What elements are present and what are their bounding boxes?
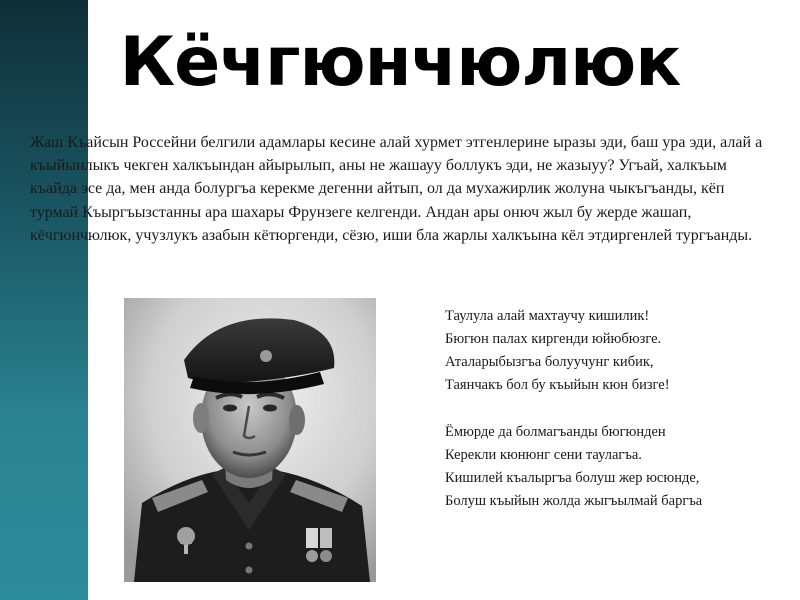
poem — [445, 305, 795, 537]
poem-line: Болуш къыйын жолда жыгъылмай баргъа — [445, 493, 703, 509]
poem-line: Таулула алай махтаучу кишилик! — [445, 308, 650, 324]
portrait-illustration — [124, 298, 376, 582]
poem-line: Ёмюрде да болмагъанды бюгюнден — [445, 424, 666, 440]
poem-stanza-1 — [445, 305, 795, 397]
portrait-photo — [124, 298, 376, 582]
poem-stanza-2 — [445, 421, 795, 513]
poem-line: Кишилей къалыргъа болуш жер юсюнде, — [445, 470, 700, 486]
poem-line: Бюгюн палах киргенди юйюбюзге. — [445, 331, 662, 347]
poem-line: Аталарыбызгъа болуучунг кибик, — [445, 354, 654, 370]
poem-line: Таянчакъ бол бу къыйын кюн бизге! — [445, 377, 670, 393]
poem-line: Керекли кюнюнг сени таулагъа. — [445, 447, 642, 463]
intro-paragraph: Жаш Къайсын Россейни белгили адамлары кесине алай хурмет этгенлерине ыразы эди, баш ура эди, алай а къыйынлыкъ чекген халкъындан айырылып, аны не жашауу боллукъ эди, не жазыуу? Угъай, халкъым къайда эсе да, мен анда болургъа керекме дегенни айтып, ол да мухажирлик жолуна чыкъгъанды, кёп турмай Къыргъызстанны ара шахары Фрунзеге келгенди. Андан ары онюч жыл бу жерде жашап, кёчгюнчюлюк, учузлукъ азабын кётюргенди, сёзю, иши бла жарлы халкъына кёл этдиргенлей тургъанды. — [30, 134, 763, 244]
slide-title: Кёчгюнчюлюк — [119, 23, 681, 102]
